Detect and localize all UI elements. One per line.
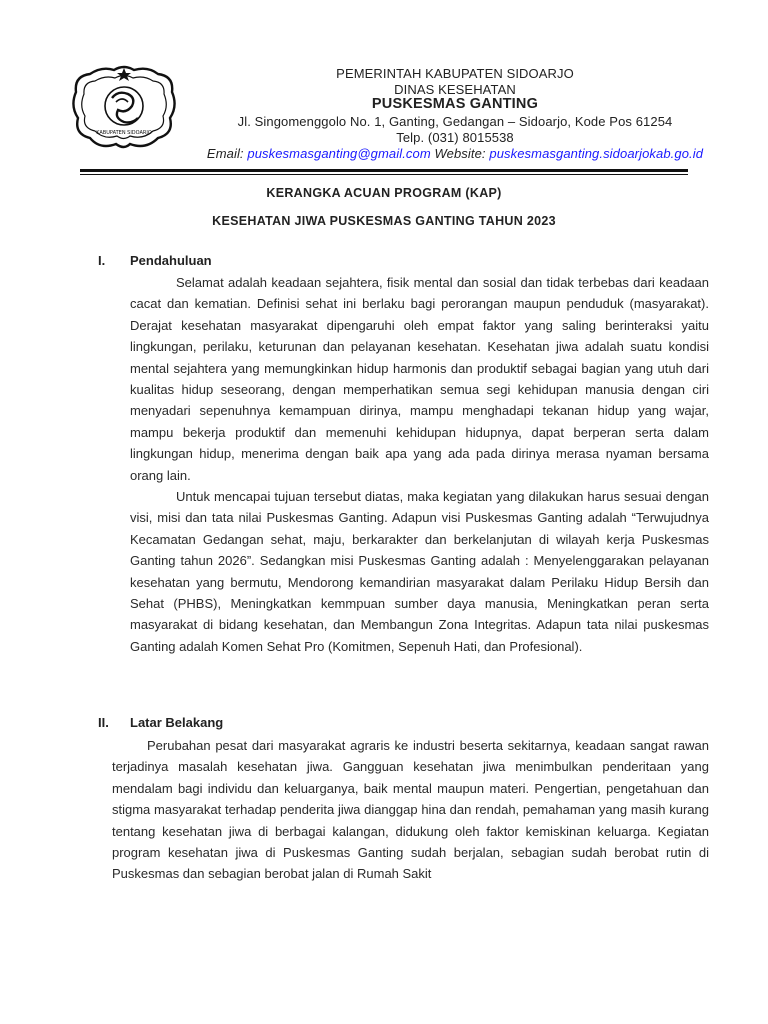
- section-heading-latar-belakang: Latar Belakang: [130, 715, 224, 730]
- paragraph: Selamat adalah keadaan sejahtera, fisik mental dan sosial dan tidak terbebas dari keadaan cacat dan kematian. Definisi sehat ini berlaku bagi perorangan maupun penduduk (masyarakat). Derajat kesehatan masyarakat dipengaruhi oleh empat faktor yang saling berinteraksi yaitu lingkungan, perilaku, keturunan dan pelayanan kesehatan. Kesehatan jiwa adalah suatu kondisi mental sejahtera yang memungkinkan hidup harmonis dan produktif sebagai bagian yang utuh dari kualitas hidup seseorang, dengan memperhatikan semua segi kehidupan manusia dengan ciri menyadari sepenuhnya kemampuan dirinya, mampu menghadapi tekanan hidup yang wajar, mampu bekerja produktif dan memenuhi kehidupan hidupnya, dapat berperan serta dalam lingkungan hidup, menerima dengan baik apa yang ada pada dirinya merasa nyaman bersama orang lain.: [130, 275, 709, 483]
- letterhead-divider-thick: [80, 169, 688, 172]
- contact-line: [150, 146, 760, 161]
- paragraph: Perubahan pesat dari masyarakat agraris ke industri beserta sekitarnya, keadaan sangat rawan terjadinya masalah kesehatan jiwa. Gangguan kesehatan jiwa menimbulkan penderitaan yang mendalam bagi individu dan keluarganya, baik mental maupun materi. Pengertian, pengetahuan dan stigma masyarakat terhadap penderita jiwa dianggap hina dan rendah, pemahaman yang masih kurang tentang kesehatan jiwa di berbagai kalangan, didukung oleh faktor kemiskinan keluarga. Kegiatan program kesehatan jiwa di Puskesmas Ganting sudah berjalan, sebagian sudah berobat rutin di Puskesmas dan sebagian berobat jalan di Rumah Sakit: [112, 738, 709, 882]
- department-name: DINAS KESEHATAN: [394, 82, 516, 97]
- section-heading-pendahuluan: Pendahuluan: [130, 253, 212, 268]
- document-title: KERANGKA ACUAN PROGRAM (KAP): [266, 186, 502, 200]
- email-label: Email:: [206, 146, 248, 161]
- section-number: II.: [98, 715, 109, 730]
- website-link[interactable]: puskesmasganting.sidoarjokab.go.id: [489, 146, 704, 161]
- letterhead-divider-thin: [80, 174, 688, 175]
- address: Jl. Singomenggolo No. 1, Ganting, Gedangan – Sidoarjo, Kode Pos 61254: [237, 114, 673, 129]
- institution-name: PUSKESMAS GANTING: [371, 96, 539, 112]
- logo-caption: KABUPATEN SIDOARJO: [96, 130, 152, 136]
- paragraph: Untuk mencapai tujuan tersebut diatas, maka kegiatan yang dilakukan harus sesuai dengan visi, misi dan tata nilai Puskesmas Ganting. Adapun visi Puskesmas Ganting adalah “Terwujudnya Kecamatan Gedangan sehat, maju, berkarakter dan berkelanjutan di wilayah kerja Puskesmas Ganting tahun 2026”. Sedangkan misi Puskesmas Ganting adalah : Menyelenggarakan pelayanan kesehatan yang bermutu, Mendorong kemandirian masyarakat dalam Perilaku Hidup Bersih dan Sehat (PHBS), Meningkatkan kemmpuan sumber daya manusia, Meningkatkan peran serta masyarakat di bidang kesehatan, dan Membangun Zona Integritas. Adapun tata nilai puskesmas Ganting adalah Komen Sehat Pro (Komitmen, Sepenuh Hati, dan Profesional).: [130, 489, 709, 654]
- website-label: Website:: [430, 146, 490, 161]
- phone: Telp. (031) 8015538: [396, 130, 514, 145]
- email-link[interactable]: puskesmasganting@gmail.com: [247, 146, 431, 161]
- government-name: PEMERINTAH KABUPATEN SIDOARJO: [336, 66, 574, 81]
- section-number: I.: [98, 253, 106, 268]
- document-subtitle: KESEHATAN JIWA PUSKESMAS GANTING TAHUN 2023: [212, 214, 556, 228]
